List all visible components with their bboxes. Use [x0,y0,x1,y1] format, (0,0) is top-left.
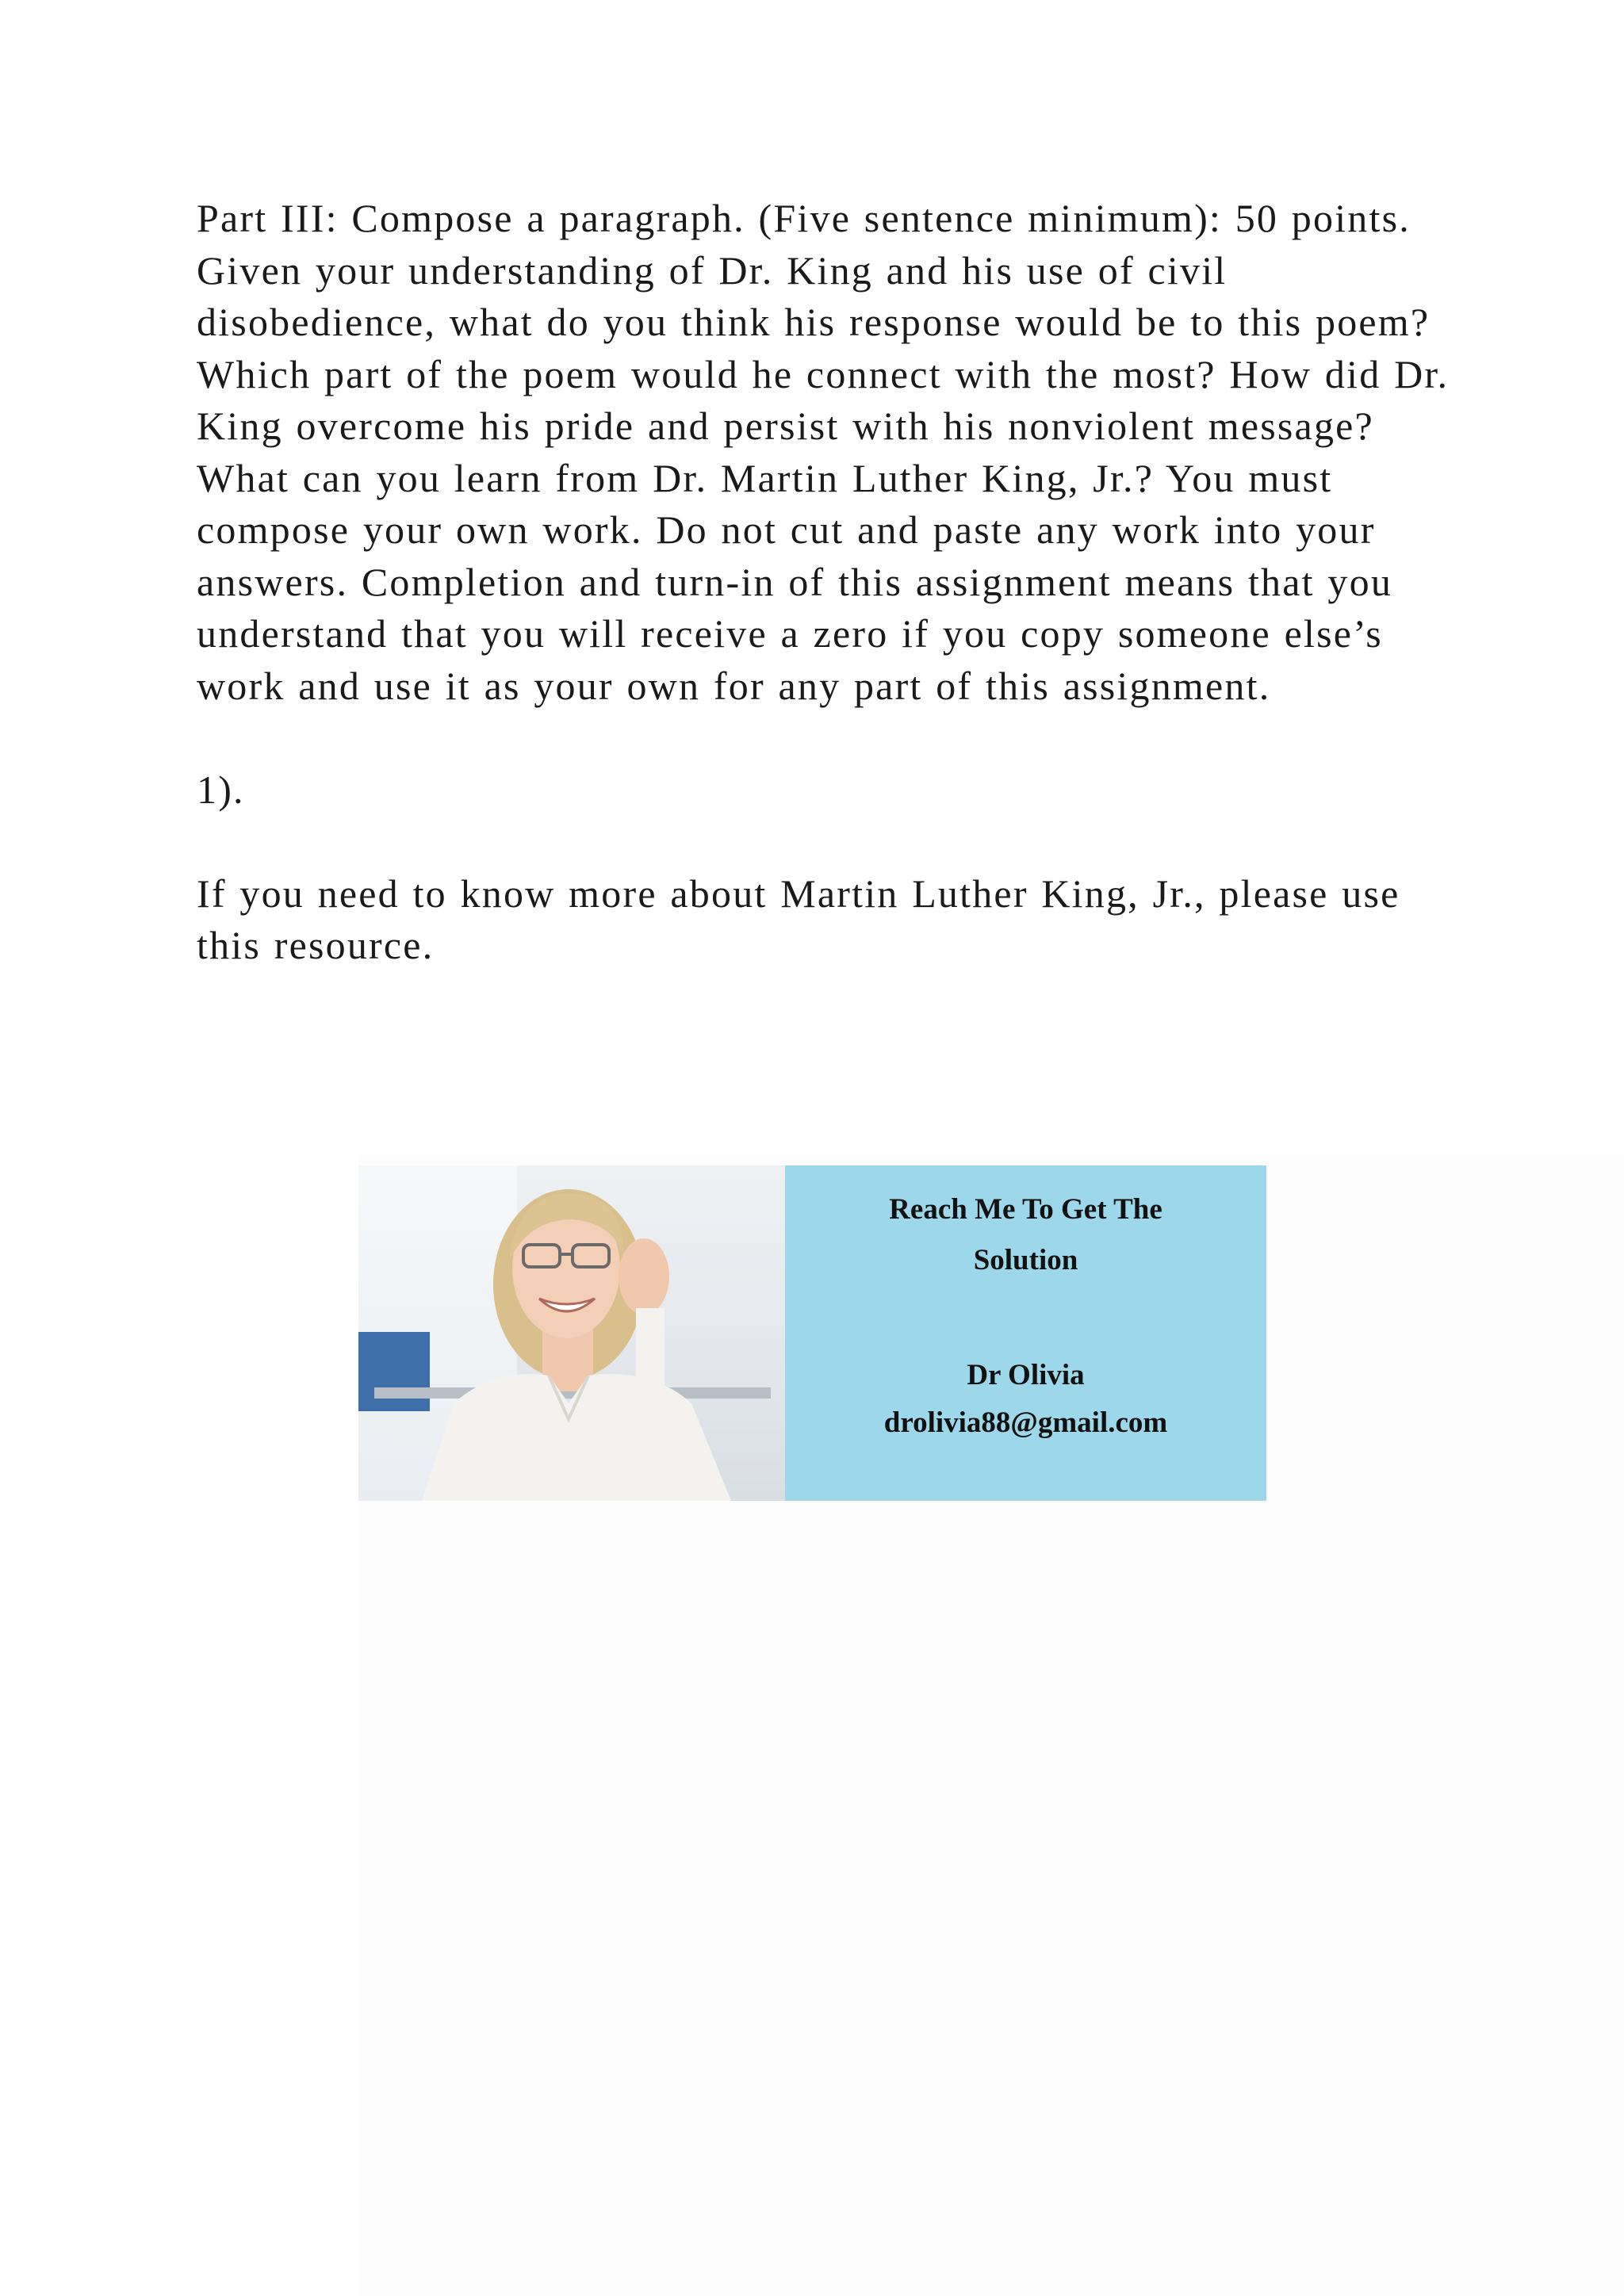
answer-number: 1). [197,767,245,812]
banner-heading-line2: Solution [973,1244,1078,1276]
contact-banner[interactable] [358,1165,1266,1501]
banner-heading-line1: Reach Me To Get The [889,1193,1162,1226]
assignment-text [197,193,1450,972]
contact-name: Dr Olivia [967,1359,1085,1391]
contact-panel[interactable] [785,1165,1266,1501]
woman-photo [358,1165,785,1501]
resource-note: If you need to know more about Martin Luther King, Jr., please use this resource. [197,871,1400,967]
part-heading: Part III: Compose a paragraph. (Five sentence minimum): 50 points. [197,196,1411,240]
contact-email-link[interactable]: drolivia88@gmail.com [883,1406,1168,1439]
prompt-paragraph: Given your understanding of Dr. King and his use of civil disobedience, what do you think his response would be to this poem? Which part of the poem would he connect with the most? How did Dr. King overcome his pride and persist with his nonviolent message? What can you learn from Dr. Martin Luther King, Jr.? You must compose your own work. Do not cut and paste any work into your answers. Completion and turn-in of this assignment means that you understand that you will receive a zero if you copy someone else’s work and use it as your own for any part of this assignment. [197,247,1450,708]
